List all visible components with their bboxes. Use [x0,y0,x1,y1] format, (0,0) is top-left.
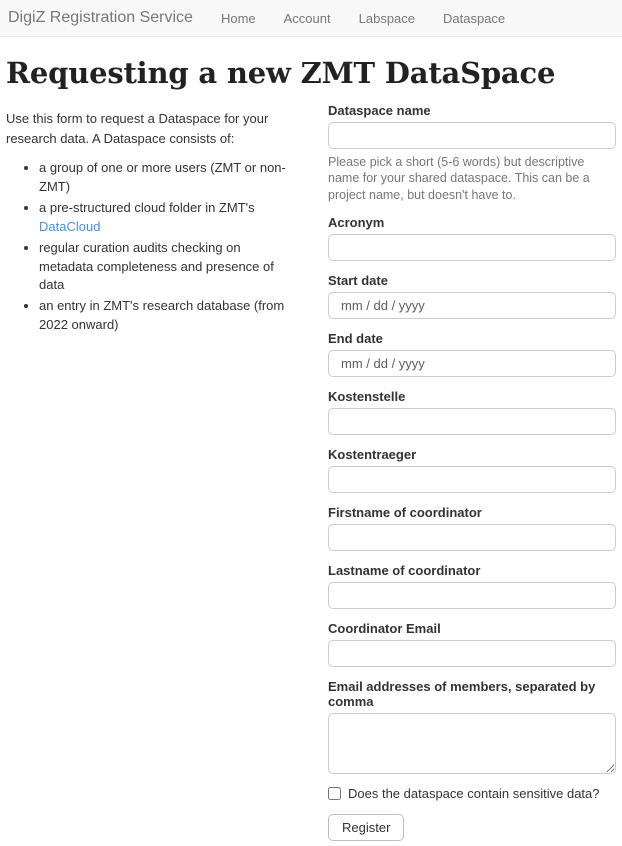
bullet-cloud-folder [39,199,298,237]
acronym-input[interactable] [328,234,616,261]
firstname-input[interactable] [328,524,616,551]
nav-item-labspace[interactable]: Labspace [358,10,416,26]
navbar-menu [207,11,519,26]
field-coordinator-email [328,621,616,667]
top-navbar [0,0,622,37]
sensitive-data-checkbox[interactable] [328,787,341,800]
end-date-input[interactable] [328,350,616,377]
sensitive-data-checkbox-label: Does the dataspace contain sensitive data? [348,785,600,801]
dataspace-name-label: Dataspace name [328,103,431,118]
dataspace-name-help: Please pick a short (5-6 words) but descriptive name for your shared dataspace. This can be a project name, but doesn't have to. [328,155,590,202]
start-date-input[interactable] [328,292,616,319]
bullet-curation-audits: • regular curation audits checking on metadata completeness and presence of data [39,239,298,296]
bullet-users: • a group of one or more users (ZMT or non-ZMT) [39,159,298,197]
kostenstelle-input[interactable] [328,408,616,435]
field-lastname [328,563,616,609]
field-acronym [328,215,616,261]
field-start-date [328,273,616,319]
kostenstelle-label: Kostenstelle [328,388,406,404]
kostentraeger-input[interactable] [328,466,616,493]
field-kostenstelle [328,389,616,435]
bullet-research-database: • an entry in ZMT's research database (from 2022 onward) [39,297,298,335]
page-container [0,56,622,841]
sensitive-data-checkbox-row [328,786,616,801]
intro-lead: Use this form to request a Dataspace for your research data. A Dataspace consists of: [6,111,269,147]
nav-item-home[interactable]: Home [220,10,256,26]
intro-bullet-list [6,159,298,335]
datacloud-link[interactable]: DataCloud [39,218,101,234]
acronym-label: Acronym [328,214,385,230]
page-title: Requesting a new ZMT DataSpace [6,56,556,90]
dataspace-name-input[interactable] [328,122,616,149]
member-emails-label: Email addresses of members, separated by comma [328,678,596,709]
intro-column [6,103,312,337]
field-dataspace-name [328,103,616,203]
firstname-label: Firstname of coordinator [328,504,482,520]
end-date-label: End date [328,330,383,346]
field-kostentraeger [328,447,616,493]
register-button[interactable]: Register [328,814,404,841]
kostentraeger-label: Kostentraeger [328,446,417,462]
coordinator-email-input[interactable] [328,640,616,667]
dataspace-request-form [328,103,616,841]
bullet-cloud-folder-text: a pre-structured cloud folder in ZMT's [39,199,255,215]
field-firstname [328,505,616,551]
lastname-input[interactable] [328,582,616,609]
lastname-label: Lastname of coordinator [328,562,481,578]
nav-item-account[interactable]: Account [283,10,331,26]
field-end-date [328,331,616,377]
nav-item-dataspace[interactable]: Dataspace [443,10,506,26]
field-member-emails [328,679,616,774]
navbar-brand[interactable]: DigiZ Registration Service [8,9,193,26]
member-emails-textarea[interactable] [328,713,616,774]
start-date-label: Start date [328,272,388,288]
coordinator-email-label: Coordinator Email [328,620,441,636]
